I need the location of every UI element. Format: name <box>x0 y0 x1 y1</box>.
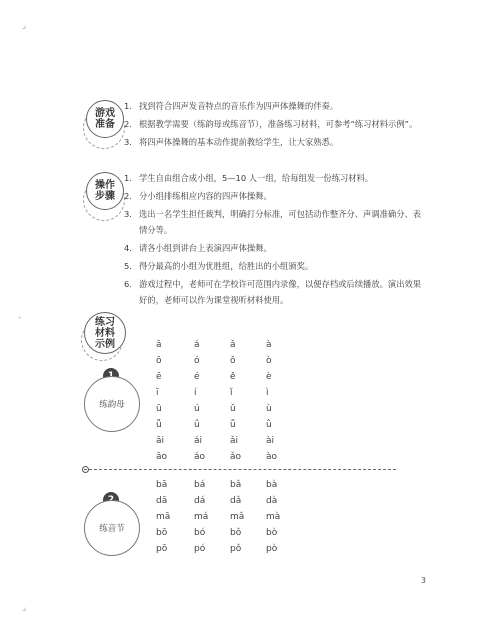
operation-steps-list <box>124 170 424 310</box>
pinyin-cell: pò <box>266 544 278 554</box>
game-preparation-list <box>124 98 424 152</box>
pinyin-cell: bō <box>156 528 168 538</box>
pinyin-cell: āo <box>156 452 168 462</box>
pinyin-cell: bà <box>266 480 278 490</box>
pinyin-cell: ǒ <box>230 356 236 366</box>
pinyin-cell: dá <box>194 496 206 506</box>
crop-mark-bottom-left: ⌟ <box>22 603 27 613</box>
pinyin-cell: é <box>194 372 200 382</box>
pinyin-cell: āi <box>156 436 165 446</box>
operation-steps-badge-text: 操作步骤 <box>95 180 115 202</box>
list-item: 5. 得分最高的小组为优胜组，给胜出的小组颁奖。 <box>124 261 314 271</box>
list-item: 3. 将四声体操舞的基本动作提前教给学生，让大家熟悉。 <box>124 137 339 147</box>
pinyin-cell: ē <box>156 372 162 382</box>
pinyin-cell: pǒ <box>230 544 242 554</box>
pinyin-cell: ǔ <box>230 404 236 414</box>
list-item: 3. 选出一名学生担任裁判，明确打分标准，可包括动作整齐分、声调准确分、表情分等。 <box>124 209 422 235</box>
pinyin-cell: ī <box>156 388 159 398</box>
pinyin-cell: ā <box>156 340 162 350</box>
pinyin-cell: bò <box>266 528 278 538</box>
pinyin-cell: pō <box>156 544 168 554</box>
game-preparation-badge <box>86 100 124 138</box>
pinyin-cell: ǎo <box>230 452 242 462</box>
pinyin-cell: ō <box>156 356 162 366</box>
list-item: 1. 学生自由组合成小组，5—10 人一组，给每组发一份练习材料。 <box>124 173 374 183</box>
pinyin-cell: è <box>266 372 272 382</box>
list-item-text: 将四声体操舞的基本动作提前教给学生，让大家熟悉。 <box>139 137 339 147</box>
group-1-label: 练韵母 <box>99 400 125 410</box>
pinyin-cell: áo <box>194 452 206 462</box>
list-item-text: 游戏过程中，老师可在学校许可范围内录像，以便存档或后续播放。演出效果好的，老师可以作为课堂视听材料使用。 <box>139 279 422 305</box>
group-2-circle <box>84 500 140 556</box>
pinyin-cell: ò <box>266 356 272 366</box>
crop-mark-left: - <box>18 313 22 323</box>
crop-mark-top-left: ⌟ <box>22 21 27 31</box>
pinyin-cell: ǖ <box>156 420 162 430</box>
list-item-text: 选出一名学生担任裁判，明确打分标准，可包括动作整齐分、声调准确分、表情分等。 <box>139 209 422 235</box>
list-item-text: 根据教学需要（练韵母或练音节），准备练习材料，可参考“练习材料示例”。 <box>139 119 418 129</box>
pinyin-cell: dà <box>266 496 278 506</box>
list-item-text: 得分最高的小组为优胜组，给胜出的小组颁奖。 <box>139 261 314 271</box>
pinyin-cell: mǎ <box>230 512 245 522</box>
pinyin-cell: bǒ <box>230 528 242 538</box>
pinyin-cell: à <box>266 340 272 350</box>
list-item: 1. 找到符合四声发音特点的音乐作为四声体操舞的伴奏。 <box>124 101 339 111</box>
pinyin-cell: ú <box>194 404 200 414</box>
pinyin-cell: ǜ <box>266 420 272 430</box>
group-2-label: 练音节 <box>99 524 125 534</box>
pinyin-cell: ǘ <box>194 420 200 430</box>
pinyin-cell: ǚ <box>230 420 236 430</box>
pinyin-cell: ái <box>194 436 203 446</box>
pinyin-cell: pó <box>194 544 206 554</box>
pinyin-cell: bá <box>194 480 206 490</box>
pinyin-cell: bǎ <box>230 480 242 490</box>
pinyin-cell: dā <box>156 496 168 506</box>
game-preparation-badge-text: 游戏准备 <box>95 108 115 130</box>
list-item-text: 分小组排练相应内容的四声体操舞。 <box>139 191 272 201</box>
pinyin-cell: ài <box>266 436 275 446</box>
pinyin-cell: má <box>194 512 209 522</box>
pinyin-cell: dǎ <box>230 496 242 506</box>
practice-examples-badge-text: 练习材料示例 <box>95 316 115 350</box>
pinyin-cell: mā <box>156 512 171 522</box>
list-item: 6. 游戏过程中，老师可在学校许可范围内录像，以便存档或后续播放。演出效果好的，老师可以作为课堂视听材料使用。 <box>124 279 422 305</box>
pinyin-cell: ǎ <box>230 340 236 350</box>
pinyin-cell: mà <box>266 512 281 522</box>
pinyin-cell: ù <box>266 404 272 414</box>
page-number: 3 <box>420 576 426 585</box>
operation-steps-badge <box>86 172 124 210</box>
pinyin-cell: ó <box>194 356 200 366</box>
pinyin-cell: ì <box>266 388 269 398</box>
list-item: 2. 分小组排练相应内容的四声体操舞。 <box>124 191 272 201</box>
pinyin-cell: ě <box>230 372 236 382</box>
pinyin-cell: bó <box>194 528 206 538</box>
list-item: 2. 根据教学需要（练韵母或练音节），准备练习材料，可参考“练习材料示例”。 <box>124 119 418 129</box>
pinyin-cell: ū <box>156 404 162 414</box>
list-item-text: 找到符合四声发音特点的音乐作为四声体操舞的伴奏。 <box>139 101 339 111</box>
pinyin-cell: ǐ <box>230 388 233 398</box>
pinyin-cell: á <box>194 340 200 350</box>
pinyin-cell: ào <box>266 452 278 462</box>
group-1-circle <box>84 376 140 432</box>
pinyin-cell: í <box>194 388 197 398</box>
pinyin-cell: ǎi <box>230 436 239 446</box>
practice-examples-badge <box>84 312 126 354</box>
pinyin-cell: bā <box>156 480 168 490</box>
section-divider <box>84 469 396 470</box>
list-item-text: 学生自由组合成小组，5—10 人一组，给每组发一份练习材料。 <box>139 173 374 183</box>
list-item: 4. 请各小组到讲台上表演四声体操舞。 <box>124 243 272 253</box>
list-item-text: 请各小组到讲台上表演四声体操舞。 <box>139 243 272 253</box>
